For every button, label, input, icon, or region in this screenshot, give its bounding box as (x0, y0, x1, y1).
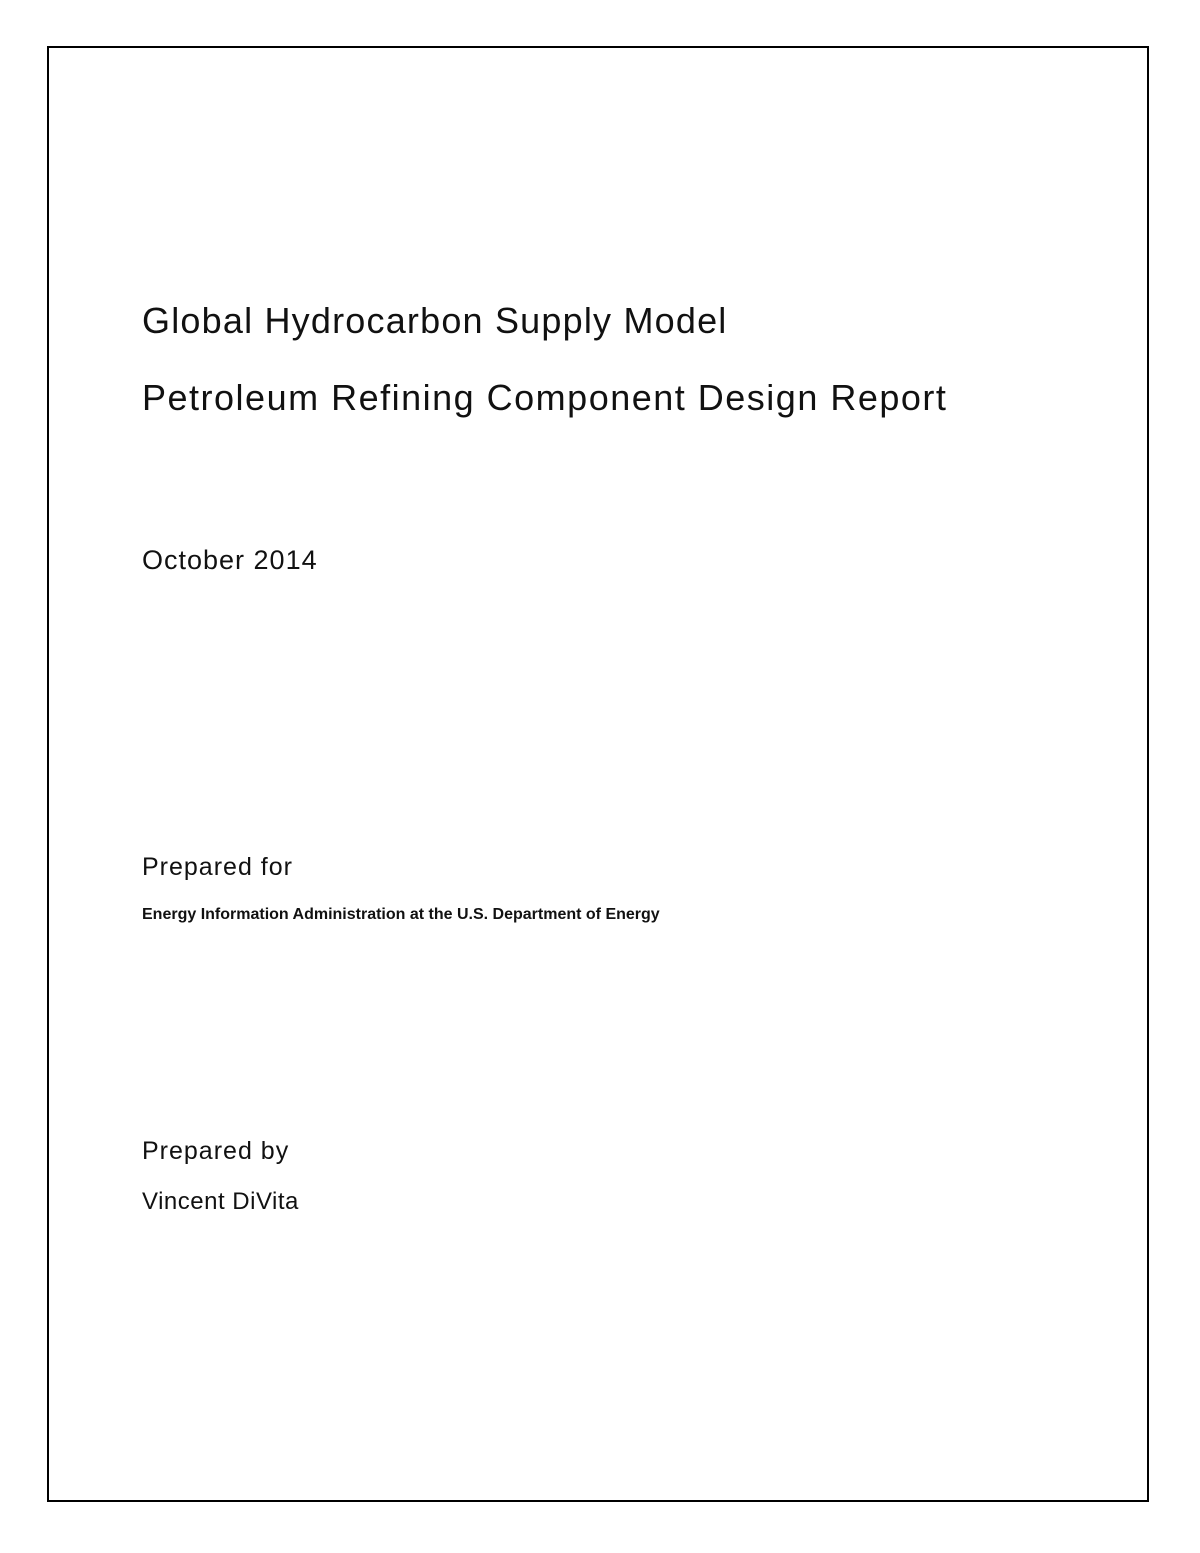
report-title-line-2: Petroleum Refining Component Design Report (142, 377, 948, 418)
prepared-for-organization: Energy Information Administration at the U.S. Department of Energy (142, 906, 660, 923)
report-date: October 2014 (142, 545, 318, 575)
prepared-for-label: Prepared for (142, 853, 293, 881)
prepared-by-label: Prepared by (142, 1137, 290, 1165)
author-name: Vincent DiVita (142, 1188, 299, 1215)
report-title-line-1: Global Hydrocarbon Supply Model (142, 300, 728, 341)
page-border (47, 46, 1149, 1502)
